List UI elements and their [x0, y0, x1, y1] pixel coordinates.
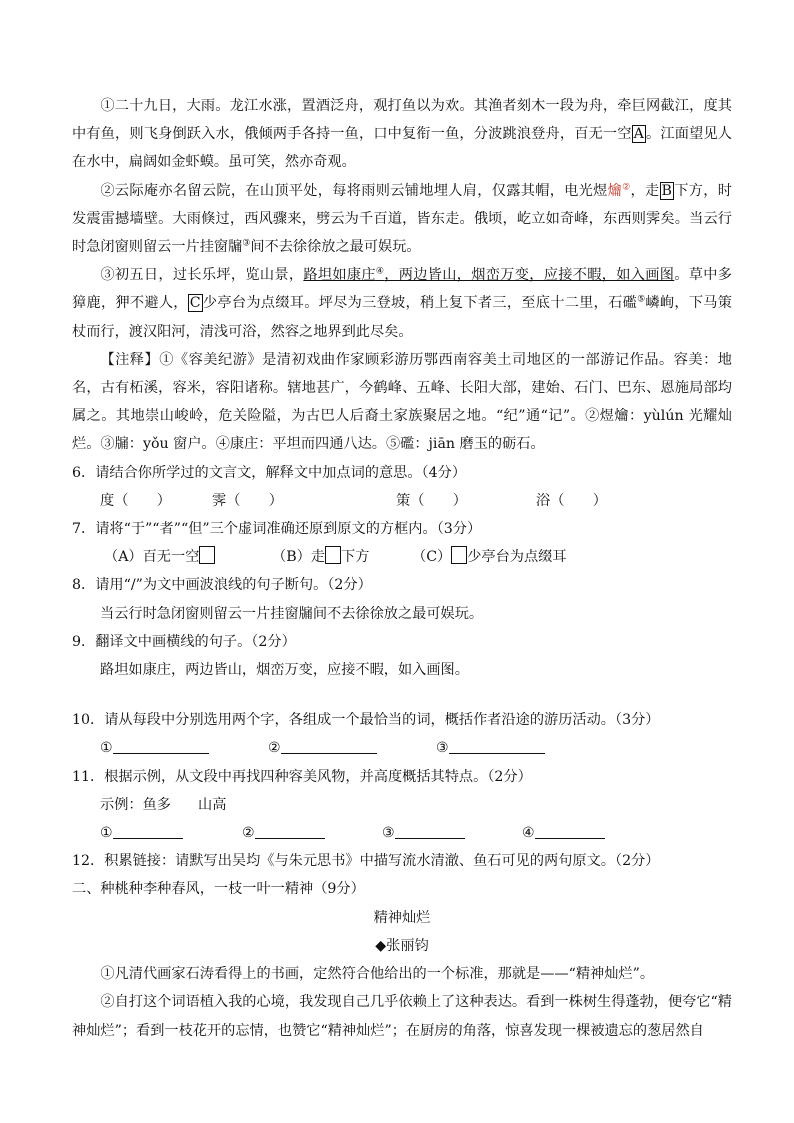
blank-box-a: A [633, 126, 644, 143]
essay-author: ◆张丽钧 [375, 937, 429, 954]
q7-option-a: （A）百无一空 [104, 543, 272, 571]
answer-line[interactable] [395, 822, 465, 839]
answer-line[interactable] [449, 737, 545, 754]
question-6-items [72, 487, 732, 515]
passage-paragraph-2: ②云际庵亦名留云院，在山顶平处，每将雨则云铺地埋人肩，仅露其帽，电光煜爚②，走 B 下方，时发震雷撼墙壁。大雨倏过，西风骤来，劈云为千百道，皆东走。俄顷，屹立如奇峰，东西则霁矣。当云行时急闭窗则留云一片挂窗牖③间不去徐徐放之最可娱玩。 [72, 181, 732, 256]
q7-option-c: （C） 少亭台为点缀耳 [412, 543, 567, 571]
document-page [72, 92, 732, 1045]
question-12-stem: 12．积累链接：请默写出吴均《与朱元思书》中描写流水清澈、鱼石可见的两句原文。（2分） [72, 853, 660, 870]
answer-line[interactable] [281, 737, 377, 754]
question-11-answers: ① ② ③ ④ [72, 819, 732, 847]
q6-item: 策（ ） [396, 492, 467, 509]
question-9-stem: 9．翻译文中画横线的句子。（2分） [72, 633, 296, 650]
answer-line[interactable] [255, 822, 325, 839]
q6-item: 霁（ ） [212, 492, 283, 509]
q6-item: 度（ ） [100, 492, 171, 509]
passage-paragraph-3: ③初五日，过长乐坪，览山景，路坦如康庄④，两边皆山，烟峦万变，应接不暇，如入画图。草中多獐鹿，狎不避人， C 少亭台为点缀耳。坪尽为三登坡，稍上复下者三，至底十二里，石礛⑤嶙峋，下马策杖而行，渡汉阳河，清浅可浴，然容之地界到此尽矣。 [72, 266, 732, 340]
question-11-example: 示例：鱼多 山高 [100, 796, 227, 813]
q6-item: 浴（ ） [536, 492, 607, 509]
essay-paragraph-2: ②自打这个词语植入我的心境，我发现自己几乎依赖上了这种表达。看到一株树生得蓬勃，便夸它“精神灿烂”；看到一枝花开的忘情，也赞它“精神灿烂”；在厨房的角落，惊喜发现一棵被遗忘的葱居然自 [72, 994, 732, 1039]
answer-line[interactable] [113, 737, 209, 754]
underlined-sentence: 路坦如康庄④，两边皆山，烟峦万变，应接不暇，如入画图 [303, 266, 675, 284]
blank-box-c: C [189, 295, 201, 312]
question-6-stem: 6．请结合你所学过的文言文，解释文中加点词的意思。（4分） [72, 464, 467, 481]
question-11-stem: 11．根据示例，从文段中再找四种容美风物，并高度概括其特点。（2分） [72, 768, 532, 785]
essay-title: 精神灿烂 [373, 909, 431, 926]
answer-box[interactable] [199, 546, 215, 564]
question-8-sentence: 当云行时急闭窗则留云一片挂窗牖间不去徐徐放之最可娱玩。 [100, 605, 484, 622]
q7-option-b: （B）走 下方 [272, 543, 412, 571]
answer-line[interactable] [535, 822, 605, 839]
passage-paragraph-1: ①二十九日，大雨。龙江水涨，置酒泛舟，观打鱼以为欢。其渔者刻木一段为舟，牵巨网截江，度其中有鱼，则飞身倒跃入水，俄倾两手各持一鱼，口中复衔一鱼，分波跳浪登舟，百无一空 A 。江面望见人在水中，扁阔如金虾蟆。虽可笑，然亦奇观。 [72, 98, 732, 171]
section-2-heading: 二、种桃种李种春风，一枝一叶一精神（9分） [72, 881, 365, 898]
annotation-note: 【注释】①《容美纪游》是清初戏曲作家顾彩游历鄂西南容美土司地区的一部游记作品。容美：地名，古有柘溪，容米，容阳诸称。辖地甚广，今鹤峰、五峰、长阳大部，建始、石门、巴东、恩施局部均属之。其地崇山峻岭，危关险隘，为古巴人后裔土家族聚居之地。“纪”通“记”。②煜爚：yùlún 光耀灿烂。③牖：yǒu 窗户。④康庄：平坦而四通八达。⑤礛：jiān 磨玉的砺石。 [72, 351, 732, 453]
question-7-options [72, 543, 732, 571]
question-8-stem: 8．请用“/”为文中画波浪线的句子断句。（2分） [72, 577, 372, 594]
blank-box-b: B [661, 182, 672, 199]
question-10-answers: ① ② ③ [72, 734, 732, 762]
question-9-sentence: 路坦如康庄，两边皆山，烟峦万变，应接不暇，如入画图。 [100, 662, 469, 679]
essay-paragraph-1: ①凡清代画家石涛看得上的书画，定然符合他给出的一个标准，那就是——“精神灿烂”。 [100, 966, 655, 983]
answer-line[interactable] [113, 822, 183, 839]
answer-box[interactable] [325, 546, 341, 564]
question-7-stem: 7．请将“于”“者”“但”三个虚词准确还原到原文的方框内。（3分） [72, 521, 482, 538]
question-10-stem: 10．请从每段中分别选用两个字，各组成一个最恰当的词，概括作者沿途的游历活动。（3分） [72, 712, 660, 729]
answer-box[interactable] [451, 546, 467, 564]
